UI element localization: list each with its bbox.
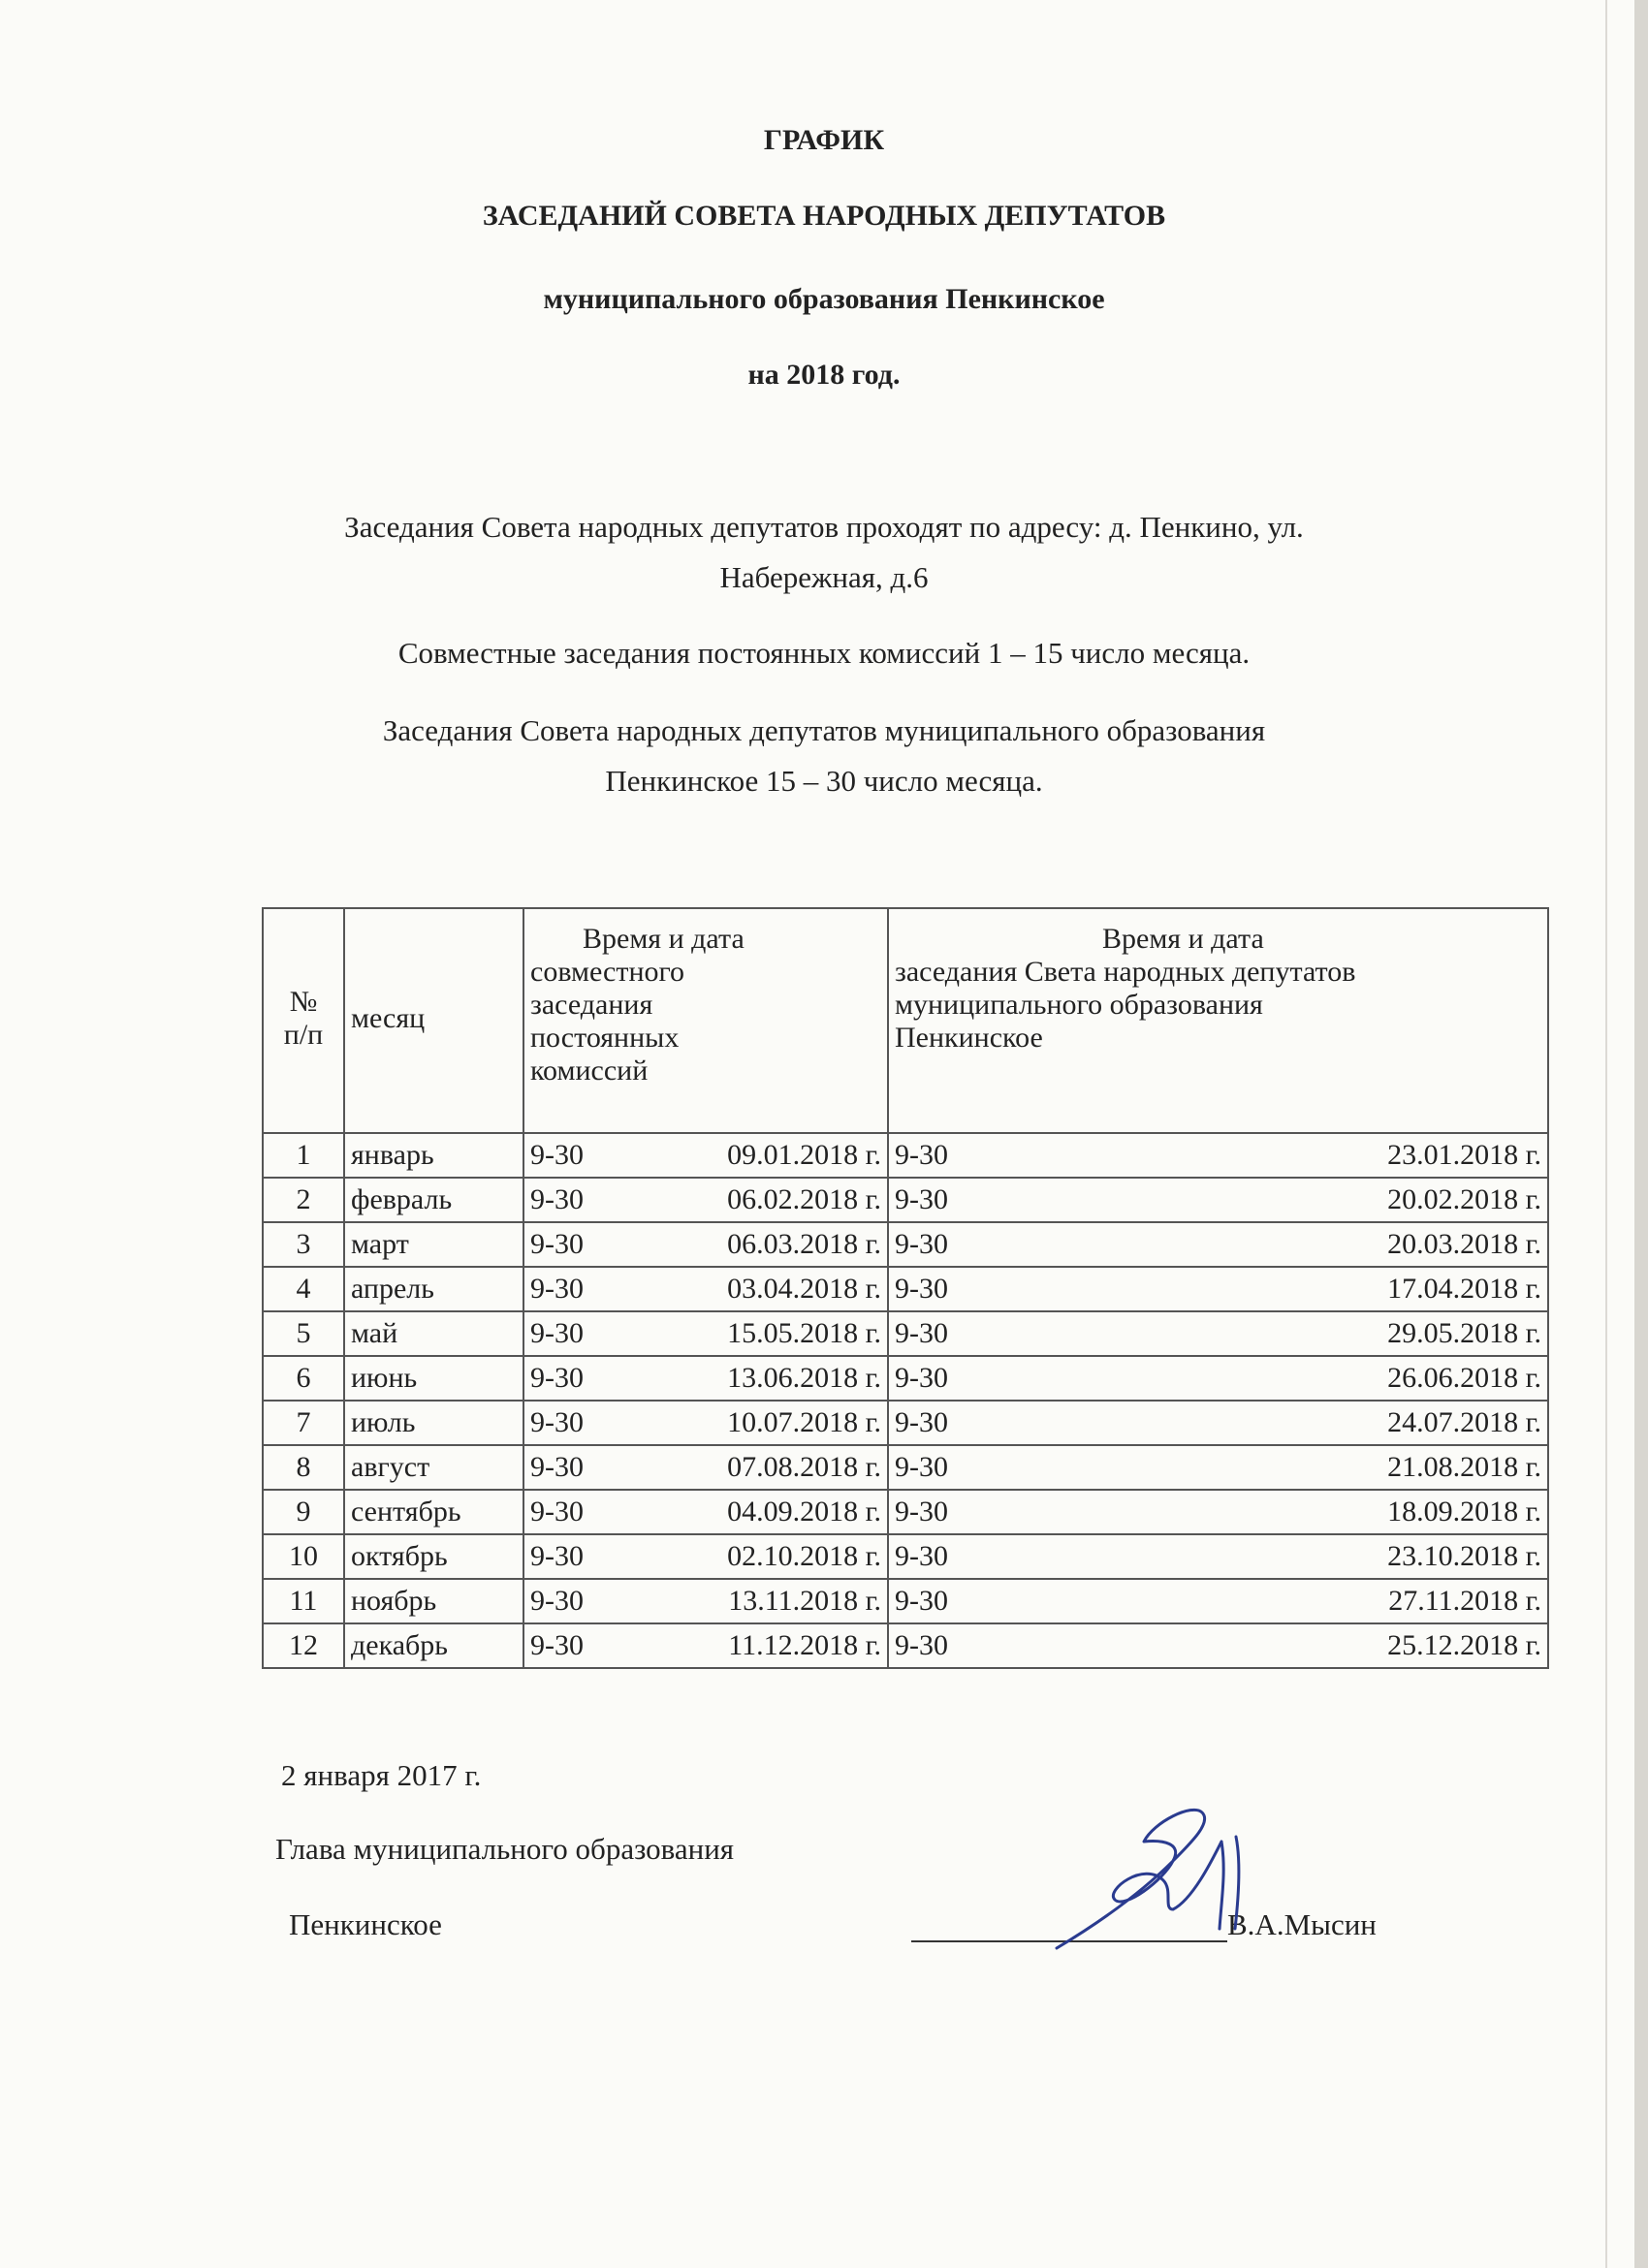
row-council-date: 20.03.2018 г. (1387, 1228, 1541, 1260)
row-joint-date: 02.10.2018 г. (727, 1540, 881, 1572)
row-council-time: 9-30 (895, 1362, 948, 1394)
header-month: месяц (344, 908, 523, 1133)
row-council-time: 9-30 (895, 1585, 948, 1617)
row-council-time: 9-30 (895, 1629, 948, 1661)
row-council-time: 9-30 (895, 1228, 948, 1260)
header-joint-line: комиссий (530, 1055, 649, 1087)
row-council (888, 1267, 1548, 1311)
header-num (263, 908, 344, 1133)
address-line-2: Набережная, д.6 (719, 560, 929, 594)
row-council-date: 26.06.2018 г. (1387, 1362, 1541, 1394)
row-council-date: 18.09.2018 г. (1387, 1496, 1541, 1528)
row-month: апрель (344, 1267, 523, 1311)
table-row (263, 1178, 1548, 1222)
row-council-date: 20.02.2018 г. (1387, 1183, 1541, 1215)
row-num: 7 (263, 1401, 344, 1445)
doc-municipality: муниципального образования Пенкинское (543, 283, 1105, 315)
row-month: январь (344, 1133, 523, 1178)
row-joint-date: 15.05.2018 г. (727, 1317, 881, 1349)
row-joint (523, 1267, 888, 1311)
row-joint-date: 06.02.2018 г. (727, 1183, 881, 1215)
row-council (888, 1356, 1548, 1401)
row-council (888, 1133, 1548, 1178)
address-line-1: Заседания Совета народных депутатов проходят по адресу: д. Пенкино, ул. (344, 510, 1304, 544)
row-month: март (344, 1222, 523, 1267)
row-joint-date: 04.09.2018 г. (727, 1496, 881, 1528)
row-joint-time: 9-30 (530, 1139, 584, 1171)
header-council-line: Время и дата (1102, 923, 1264, 955)
row-joint (523, 1222, 888, 1267)
signer-name: В.А.Мысин (1227, 1907, 1377, 1941)
row-council (888, 1623, 1548, 1668)
table-row (263, 1222, 1548, 1267)
row-council (888, 1178, 1548, 1222)
row-council (888, 1534, 1548, 1579)
row-council-time: 9-30 (895, 1540, 948, 1572)
row-council-date: 23.01.2018 г. (1387, 1139, 1541, 1171)
row-joint-date: 07.08.2018 г. (727, 1451, 881, 1483)
row-joint-time: 9-30 (530, 1317, 584, 1349)
table-row (263, 1534, 1548, 1579)
row-joint (523, 1356, 888, 1401)
row-council-time: 9-30 (895, 1183, 948, 1215)
row-num: 11 (263, 1579, 344, 1623)
row-joint-date: 06.03.2018 г. (727, 1228, 881, 1260)
table-row (263, 1445, 1548, 1490)
table-header-row (263, 908, 1548, 1133)
row-num: 6 (263, 1356, 344, 1401)
header-joint-line: постоянных (530, 1022, 680, 1054)
row-joint (523, 1133, 888, 1178)
table-row (263, 1579, 1548, 1623)
table-row (263, 1267, 1548, 1311)
header-joint (523, 908, 888, 1133)
row-joint-time: 9-30 (530, 1496, 584, 1528)
row-num: 12 (263, 1623, 344, 1668)
row-joint (523, 1579, 888, 1623)
row-month: июнь (344, 1356, 523, 1401)
row-joint (523, 1311, 888, 1356)
row-council-time: 9-30 (895, 1496, 948, 1528)
row-month: ноябрь (344, 1579, 523, 1623)
row-joint (523, 1445, 888, 1490)
doc-subtitle: ЗАСЕДАНИЙ СОВЕТА НАРОДНЫХ ДЕПУТАТОВ (482, 200, 1166, 232)
table-row (263, 1356, 1548, 1401)
header-num-sign: № (289, 986, 318, 1018)
row-council-date: 24.07.2018 г. (1387, 1406, 1541, 1438)
page-edge-strip (1634, 0, 1648, 2268)
row-joint-date: 13.11.2018 г. (728, 1585, 881, 1617)
schedule-table (262, 907, 1549, 1669)
row-num: 5 (263, 1311, 344, 1356)
row-council-date: 27.11.2018 г. (1388, 1585, 1541, 1617)
header-joint-line: заседания (530, 989, 653, 1021)
row-num: 1 (263, 1133, 344, 1178)
row-joint-time: 9-30 (530, 1228, 584, 1260)
row-month: сентябрь (344, 1490, 523, 1534)
row-joint-time: 9-30 (530, 1540, 584, 1572)
row-council (888, 1401, 1548, 1445)
row-num: 4 (263, 1267, 344, 1311)
row-council (888, 1311, 1548, 1356)
header-joint-line: Время и дата (583, 923, 745, 955)
row-month: октябрь (344, 1534, 523, 1579)
row-council-time: 9-30 (895, 1273, 948, 1305)
row-month: июль (344, 1401, 523, 1445)
page-edge-line (1605, 0, 1607, 2268)
council-sessions-line-2: Пенкинское 15 – 30 число месяца. (605, 764, 1043, 798)
row-joint-time: 9-30 (530, 1273, 584, 1305)
row-month: февраль (344, 1178, 523, 1222)
row-month: май (344, 1311, 523, 1356)
row-council (888, 1222, 1548, 1267)
header-joint-line: совместного (530, 956, 685, 988)
header-council-line: муниципального образования (895, 989, 1263, 1021)
row-joint-date: 11.12.2018 г. (728, 1629, 881, 1661)
signer-title-line-2: Пенкинское (289, 1907, 442, 1941)
row-joint-date: 09.01.2018 г. (727, 1139, 881, 1171)
row-council (888, 1445, 1548, 1490)
handwritten-signature (1028, 1803, 1260, 1958)
joint-sessions-line: Совместные заседания постоянных комиссий 1 – 15 число месяца. (397, 636, 1251, 670)
row-council-time: 9-30 (895, 1139, 948, 1171)
table-row (263, 1401, 1548, 1445)
header-council-line: Пенкинское (895, 1022, 1043, 1054)
row-joint-time: 9-30 (530, 1451, 584, 1483)
row-num: 2 (263, 1178, 344, 1222)
row-council-date: 21.08.2018 г. (1387, 1451, 1541, 1483)
row-joint (523, 1178, 888, 1222)
document-date: 2 января 2017 г. (281, 1758, 482, 1792)
row-num: 3 (263, 1222, 344, 1267)
row-council (888, 1579, 1548, 1623)
table-row (263, 1623, 1548, 1668)
row-council-date: 23.10.2018 г. (1387, 1540, 1541, 1572)
row-month: декабрь (344, 1623, 523, 1668)
row-joint-time: 9-30 (530, 1406, 584, 1438)
row-num: 10 (263, 1534, 344, 1579)
row-joint-time: 9-30 (530, 1362, 584, 1394)
row-joint-date: 10.07.2018 г. (727, 1406, 881, 1438)
row-num: 8 (263, 1445, 344, 1490)
council-sessions-line-1: Заседания Совета народных депутатов муниципального образования (382, 713, 1266, 747)
table-row (263, 1311, 1548, 1356)
row-council (888, 1490, 1548, 1534)
row-joint (523, 1490, 888, 1534)
row-joint (523, 1623, 888, 1668)
row-council-time: 9-30 (895, 1317, 948, 1349)
row-joint-time: 9-30 (530, 1629, 584, 1661)
row-joint (523, 1534, 888, 1579)
row-month: август (344, 1445, 523, 1490)
table-row (263, 1133, 1548, 1178)
row-joint-date: 13.06.2018 г. (727, 1362, 881, 1394)
signer-title-line-1: Глава муниципального образования (275, 1832, 735, 1866)
row-council-time: 9-30 (895, 1406, 948, 1438)
row-council-date: 17.04.2018 г. (1387, 1273, 1541, 1305)
row-council-date: 25.12.2018 г. (1387, 1629, 1541, 1661)
doc-year: на 2018 год. (747, 359, 901, 391)
row-council-date: 29.05.2018 г. (1387, 1317, 1541, 1349)
row-joint-date: 03.04.2018 г. (727, 1273, 881, 1305)
row-joint-time: 9-30 (530, 1585, 584, 1617)
row-num: 9 (263, 1490, 344, 1534)
row-joint (523, 1401, 888, 1445)
row-council-time: 9-30 (895, 1451, 948, 1483)
header-council (888, 908, 1548, 1133)
doc-title: ГРАФИК (763, 124, 885, 156)
header-council-line: заседания Света народных депутатов (895, 956, 1356, 988)
table-row (263, 1490, 1548, 1534)
header-num-label: п/п (283, 1019, 324, 1051)
row-joint-time: 9-30 (530, 1183, 584, 1215)
